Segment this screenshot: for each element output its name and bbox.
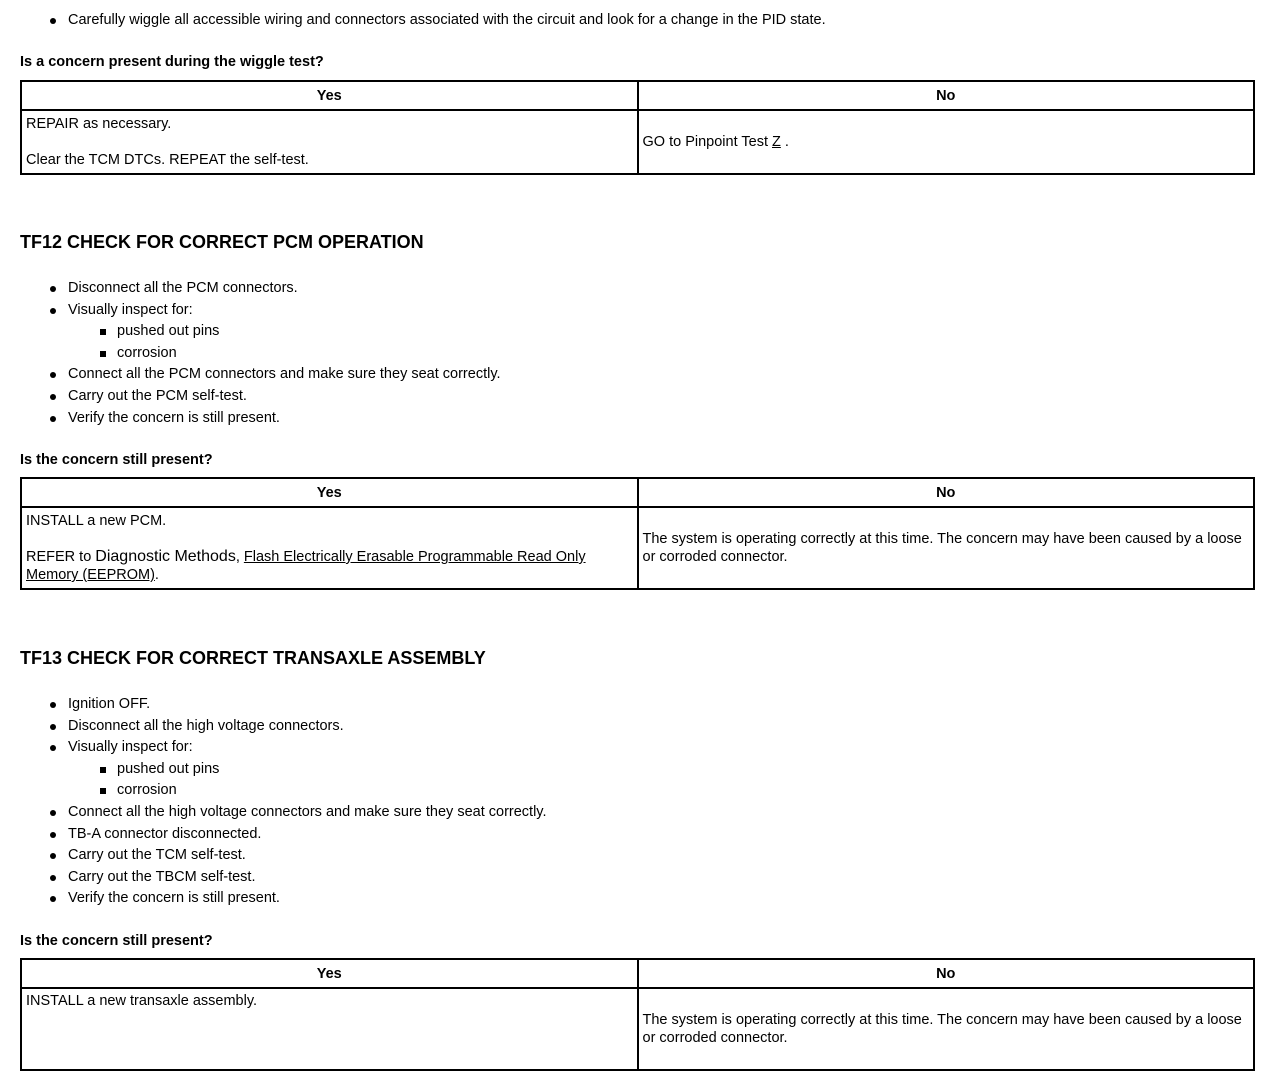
- separator: ,: [235, 549, 244, 565]
- no-header: No: [638, 959, 1255, 988]
- section-title: TF12 CHECK FOR CORRECT PCM OPERATION: [20, 232, 424, 252]
- list-item: Carry out the TCM self-test.: [20, 845, 547, 867]
- intro-list: [20, 10, 826, 32]
- step-list: [20, 694, 547, 910]
- list-item: Connect all the high voltage connectors and make sure they seat correctly.: [20, 802, 547, 824]
- list-item: Disconnect all the PCM connectors.: [20, 278, 501, 300]
- section-title: TF13 CHECK FOR CORRECT TRANSAXLE ASSEMBLY: [20, 648, 486, 668]
- yes-text: REFER to: [26, 549, 96, 565]
- list-item: Visually inspect for:: [20, 737, 547, 759]
- sub-item: pushed out pins: [20, 759, 547, 781]
- list-item: Carry out the TBCM self-test.: [20, 867, 547, 889]
- yes-header: Yes: [21, 478, 638, 507]
- step-list: [20, 278, 501, 429]
- pinpoint-test-link[interactable]: Z: [772, 134, 781, 150]
- no-text: GO to Pinpoint Test: [642, 134, 772, 150]
- list-item: Verify the concern is still present.: [20, 888, 547, 910]
- no-cell: The system is operating correctly at this time. The concern may have been caused by a loose or corroded connector.: [638, 507, 1255, 589]
- sub-item: corrosion: [20, 780, 547, 802]
- no-header: No: [638, 478, 1255, 507]
- list-item: TB-A connector disconnected.: [20, 824, 547, 846]
- list-item: Carefully wiggle all accessible wiring and connectors associated with the circuit and look for a change in the PID state.: [20, 10, 826, 32]
- no-text: .: [780, 134, 789, 150]
- sub-item: pushed out pins: [20, 321, 501, 343]
- transaxle-result-table: [20, 958, 1255, 1071]
- yes-text: INSTALL a new PCM.: [26, 513, 167, 529]
- list-item: Ignition OFF.: [20, 694, 547, 716]
- yes-cell: [21, 110, 638, 174]
- sub-item: corrosion: [20, 343, 501, 365]
- no-header: No: [638, 81, 1255, 110]
- yes-text: REPAIR as necessary.: [26, 116, 172, 132]
- yes-cell: INSTALL a new transaxle assembly.: [21, 988, 638, 1070]
- yes-text: Clear the TCM DTCs. REPEAT the self-test.: [26, 152, 309, 168]
- list-item: Disconnect all the high voltage connectors.: [20, 716, 547, 738]
- yes-header: Yes: [21, 959, 638, 988]
- pcm-result-table: [20, 477, 1255, 590]
- question: Is the concern still present?: [20, 452, 213, 468]
- question: Is a concern present during the wiggle test?: [20, 54, 324, 70]
- yes-cell: [21, 507, 638, 589]
- list-item: Connect all the PCM connectors and make sure they seat correctly.: [20, 364, 501, 386]
- eeprom-link[interactable]: Flash Electrically Erasable Programmable Read Only Memory (EEPROM): [26, 549, 586, 583]
- wiggle-test-table: [20, 80, 1255, 175]
- no-cell: The system is operating correctly at this time. The concern may have been caused by a loose or corroded connector.: [638, 988, 1255, 1070]
- list-item: Verify the concern is still present.: [20, 408, 501, 430]
- reference-title: Diagnostic Methods: [95, 548, 236, 565]
- question: Is the concern still present?: [20, 933, 213, 949]
- list-item: Visually inspect for:: [20, 300, 501, 322]
- period: .: [154, 567, 159, 583]
- yes-header: Yes: [21, 81, 638, 110]
- no-cell: [638, 110, 1255, 174]
- list-item: Carry out the PCM self-test.: [20, 386, 501, 408]
